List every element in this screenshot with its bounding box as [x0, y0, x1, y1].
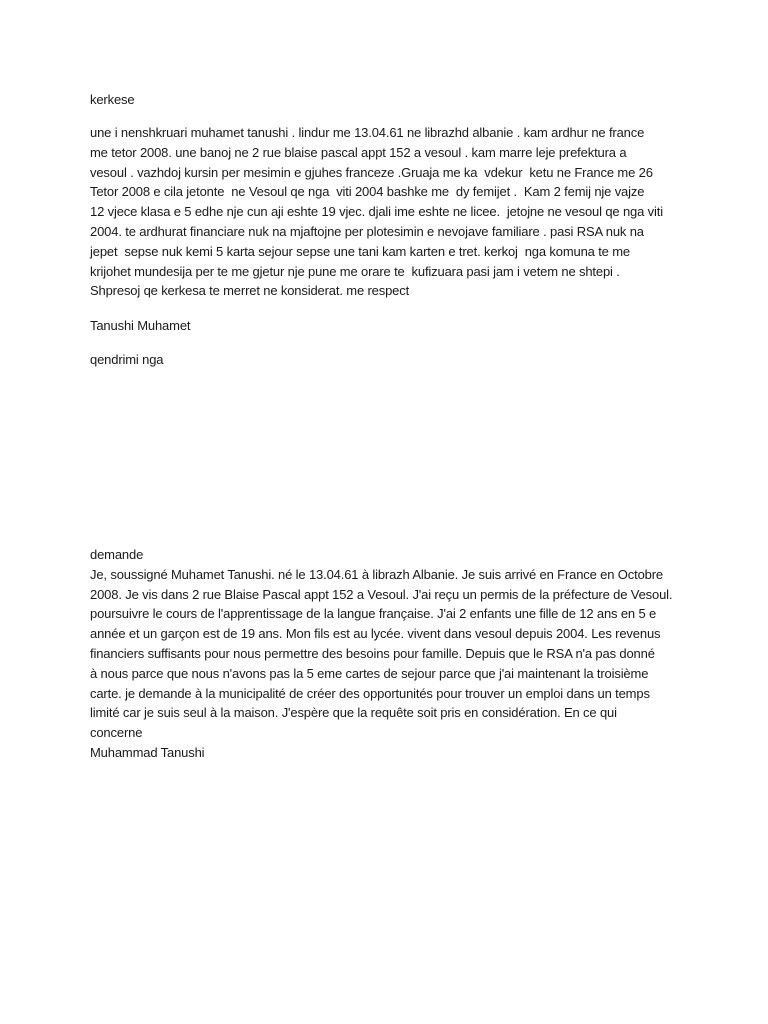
french-body-line: poursuivre le cours de l'apprentissage de la langue française. J'ai 2 enfants une fille de 12 ans en 5 e	[90, 606, 657, 622]
albanian-body-line: 12 vjece klasa e 5 edhe nje cun aji eshte 19 vjec. djali ime eshte ne licee. jetojne ne vesoul qe nga viti	[90, 204, 663, 220]
albanian-body-line: vesoul . vazhdoj kursin per mesimin e gjuhes franceze .Gruaja me ka vdekur ketu ne France me 26	[90, 164, 653, 180]
french-translation	[90, 545, 690, 763]
albanian-body-line: 2004. te ardhurat financiare nuk na mjaftojne per plotesimin e nevojave familiare . pasi RSA nuk na	[90, 223, 644, 239]
french-body-line: limité car je suis seul à la maison. J'espère que la requête soit pris en considération. En ce qui	[90, 705, 617, 721]
french-body-line: 2008. Je vis dans 2 rue Blaise Pascal appt 152 a Vesoul. J'ai reçu un permis de la préfecture de Vesoul.	[90, 586, 673, 602]
french-body-line: financiers suffisants pour nous permettre des besoins pour famille. Depuis que le RSA n'a pas donné	[90, 645, 655, 661]
albanian-body-line: me tetor 2008. une banoj ne 2 rue blaise pascal appt 152 a vesoul . kam marre leje prefektura a	[90, 144, 627, 160]
albanian-body-line: Tetor 2008 e cila jetonte ne Vesoul qe nga viti 2004 bashke me dy femijet . Kam 2 femij nje vajze	[90, 184, 645, 200]
albanian-signature-text: Tanushi Muhamet	[90, 318, 191, 333]
albanian-title	[90, 90, 690, 110]
albanian-closing	[90, 350, 690, 370]
albanian-body-line: krijohet mundesija per te me gjetur nje pune me orare te kufizuara pasi jam i vetem ne shtepi .	[90, 263, 620, 279]
albanian-closing-text: qendrimi nga	[90, 352, 164, 367]
albanian-title-text: kerkese	[90, 92, 135, 107]
albanian-body-line: jepet sepse nuk kemi 5 karta sejour sepse une tani kam karten e tret. kerkoj nga komuna te me	[90, 243, 630, 259]
albanian-body-line: une i nenshkruari muhamet tanushi . lindur me 13.04.61 ne librazhd albanie . kam ardhur ne france	[90, 125, 645, 140]
french-body-line: concerne	[90, 725, 143, 741]
albanian-body-line: Shpresoj qe kerkesa te merret ne konsiderat. me respect	[90, 283, 410, 299]
french-body-line: année et un garçon est de 19 ans. Mon fils est au lycée. vivent dans vesoul depuis 2004. Les revenus	[90, 626, 661, 642]
albanian-signature	[90, 316, 690, 336]
french-body-line: Je, soussigné Muhamet Tanushi. né le 13.04.61 à librazh Albanie. Je suis arrivé en France en Octobre	[90, 566, 663, 582]
albanian-body	[90, 123, 690, 301]
french-body-line: à nous parce que nous n'avons pas la 5 eme cartes de sejour parce que j'ai maintenant la troisième	[90, 665, 649, 681]
french-body-line: carte. je demande à la municipalité de créer des opportunités pour trouver un emploi dans un temps	[90, 685, 650, 701]
french-title: demande	[90, 547, 144, 562]
french-signature: Muhammad Tanushi	[90, 744, 205, 760]
